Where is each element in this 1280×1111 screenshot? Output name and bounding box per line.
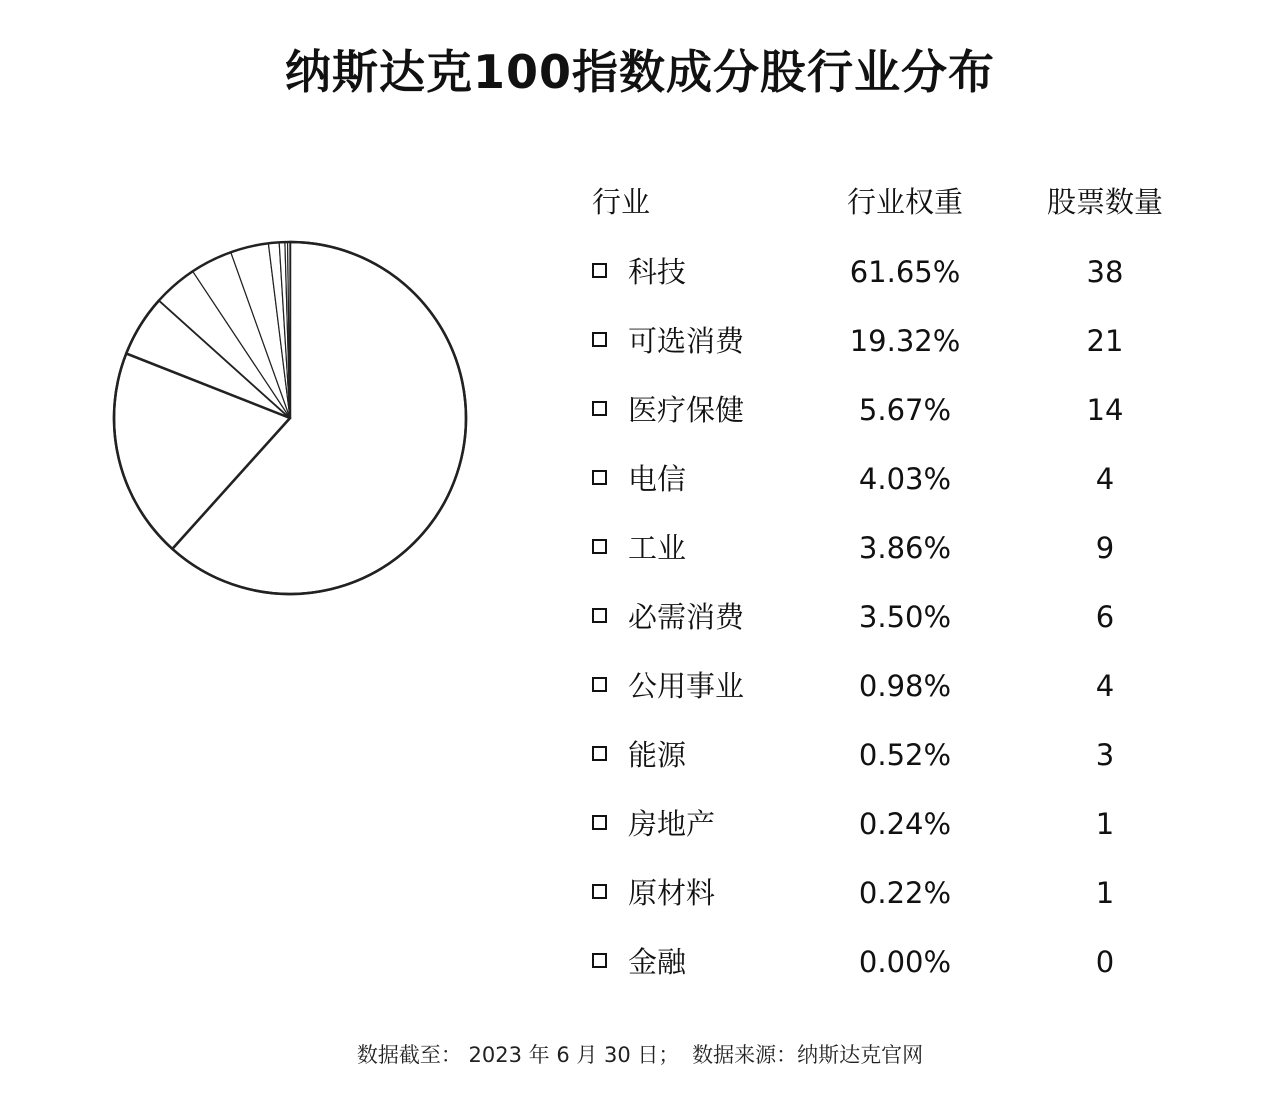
table-header [580, 180, 1220, 230]
table-row [580, 457, 1220, 526]
table-row [580, 802, 1220, 871]
legend-label: 科技 [628, 255, 687, 289]
footer-date: 数据截至： 2023 年 6 月 30 日； [356, 1043, 680, 1067]
weight-value: 0.24% [858, 807, 952, 841]
count-value: 1 [1095, 876, 1115, 910]
legend-label: 金融 [628, 945, 687, 979]
legend-table [580, 180, 1220, 1009]
legend-swatch [592, 401, 607, 416]
count-value: 14 [1086, 393, 1124, 427]
table-row [580, 388, 1220, 457]
header-weight: 行业权重 [846, 185, 963, 219]
table-row [580, 319, 1220, 388]
weight-value: 3.86% [858, 531, 952, 565]
count-value: 38 [1086, 255, 1124, 289]
table-row [580, 733, 1220, 802]
table-row [580, 871, 1220, 940]
legend-label: 医疗保健 [628, 393, 745, 427]
count-value: 21 [1086, 324, 1124, 358]
count-value: 4 [1095, 462, 1115, 496]
chart-title: 纳斯达克100指数成分股行业分布 [284, 45, 996, 99]
footer-note [0, 1040, 1280, 1070]
table-row [580, 526, 1220, 595]
weight-value: 0.98% [858, 669, 952, 703]
legend-label: 电信 [628, 462, 687, 496]
count-value: 4 [1095, 669, 1115, 703]
weight-value: 19.32% [849, 324, 961, 358]
weight-value: 5.67% [858, 393, 952, 427]
footer-source: 数据来源：纳斯达克官网 [692, 1043, 924, 1067]
weight-value: 61.65% [849, 255, 961, 289]
legend-label: 能源 [628, 738, 687, 772]
legend-swatch [592, 746, 607, 761]
legend-swatch [592, 263, 607, 278]
legend-swatch [592, 608, 607, 623]
legend-swatch [592, 815, 607, 830]
legend-label: 房地产 [628, 807, 716, 841]
table-row [580, 664, 1220, 733]
legend-swatch [592, 539, 607, 554]
table-row [580, 595, 1220, 664]
legend-label: 必需消费 [628, 600, 745, 634]
header-industry: 行业 [592, 185, 651, 219]
legend-label: 可选消费 [628, 324, 745, 358]
table-row [580, 250, 1220, 319]
legend-swatch [592, 677, 607, 692]
weight-value: 3.50% [858, 600, 952, 634]
weight-value: 0.00% [858, 945, 952, 979]
count-value: 3 [1095, 738, 1115, 772]
header-count: 股票数量 [1046, 185, 1163, 219]
table-row [580, 940, 1220, 1009]
count-value: 6 [1095, 600, 1115, 634]
legend-swatch [592, 332, 607, 347]
weight-value: 0.22% [858, 876, 952, 910]
table-rows [580, 250, 1220, 1009]
legend-swatch [592, 953, 607, 968]
legend-label: 公用事业 [628, 669, 745, 703]
legend-swatch [592, 884, 607, 899]
pie-chart [100, 228, 480, 608]
legend-swatch [592, 470, 607, 485]
weight-value: 4.03% [858, 462, 952, 496]
count-value: 1 [1095, 807, 1115, 841]
weight-value: 0.52% [858, 738, 952, 772]
legend-label: 工业 [628, 531, 687, 565]
count-value: 9 [1095, 531, 1115, 565]
legend-label: 原材料 [628, 876, 716, 910]
count-value: 0 [1095, 945, 1115, 979]
